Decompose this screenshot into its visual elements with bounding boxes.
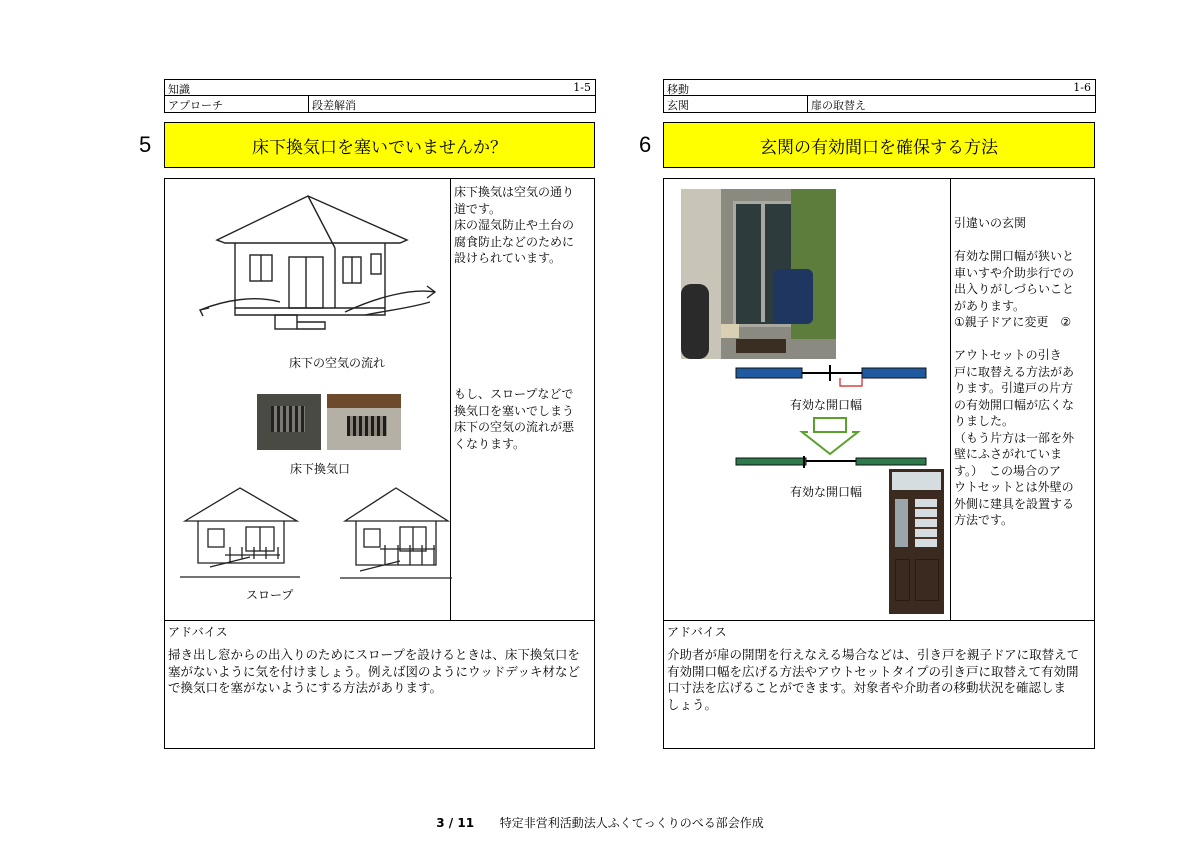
caption-width-1: 有効な開口幅 (790, 398, 863, 412)
entrance-photo (681, 189, 836, 359)
caption-vent: 床下換気口 (290, 462, 351, 476)
house-airflow-illustration (195, 190, 445, 350)
footer-page-number: 3 / 11 (436, 816, 475, 830)
right-number: 6 (639, 132, 652, 157)
right-topic: 玄関 (667, 99, 689, 112)
right-header (663, 79, 1096, 113)
left-category: 知識 (168, 83, 190, 96)
right-text: 引違いの玄関 有効な開口幅が狭いと 車いすや介助歩行での 出入りがしづらいこと があります。 ①親子ドアに変更 ② アウトセットの引き 戸に取替える方法があ ります。引違戸の片方 の有効開口幅が広くな りました。 （もう片方は一部を外 壁にふさがれていま す。） この場合のア ウトセットとは外壁の 外側に建具を設置する 方法です。 (954, 216, 1075, 527)
left-number: 5 (139, 132, 152, 157)
vent-photo-1 (257, 394, 321, 450)
left-advice-text: 掃き出し窓からの出入りのためにスロープを設けるときは、床下換気口を 塞がないように気を付けましょう。例えば図のようにウッドデッキ材など で換気口を塞がないようにする方法があります。 (168, 647, 581, 695)
right-advice-label: アドバイス (667, 625, 727, 639)
slope-house-illustration-2 (340, 485, 452, 580)
left-advice-divider (164, 620, 595, 621)
left-topic: アプローチ (168, 99, 223, 112)
left-text-1: 床下換気は空気の通り 道です。 床の湿気防止や土台の 腐食防止などのために 設けられています。 (454, 185, 575, 265)
left-subtopic: 段差解消 (312, 99, 356, 112)
left-header (164, 79, 596, 113)
right-vertical-divider (950, 179, 951, 620)
left-advice-label: アドバイス (168, 625, 228, 639)
left-code: 1-5 (573, 81, 591, 94)
right-category: 移動 (667, 83, 689, 96)
right-advice-text: 介助者が扉の開閉を行えなえる場合などは、引き戸を親子ドアに取替えて 有効開口幅を広げる方法やアウトセットタイプの引き戸に取替えて有効開 口寸法を広げることができます。対象者や介助者の移動状況を確認しま しょう。 (667, 647, 1080, 712)
right-title: 玄関の有効間口を確保する方法 (663, 122, 1095, 168)
slope-house-illustration-1 (180, 485, 300, 580)
page-footer (0, 814, 1200, 831)
left-text-2: もし、スロープなどで 換気口を塞いでしまう 床下の空気の流れが悪 くなります。 (454, 387, 575, 451)
caption-airflow: 床下の空気の流れ (289, 356, 386, 370)
right-advice-divider (663, 620, 1095, 621)
double-door-photo (889, 469, 944, 614)
footer-organization: 特定非営利活動法人ふくてっくりのべる部会作成 (499, 816, 764, 830)
vent-photo-2 (327, 394, 401, 450)
right-subtopic: 扉の取替え (811, 99, 866, 112)
left-title: 床下換気口を塞いでいませんか？ (164, 122, 595, 168)
caption-width-2: 有効な開口幅 (790, 485, 863, 499)
right-code: 1-6 (1073, 81, 1091, 94)
caption-slope: スロープ (246, 588, 294, 602)
door-width-diagram (730, 362, 930, 472)
